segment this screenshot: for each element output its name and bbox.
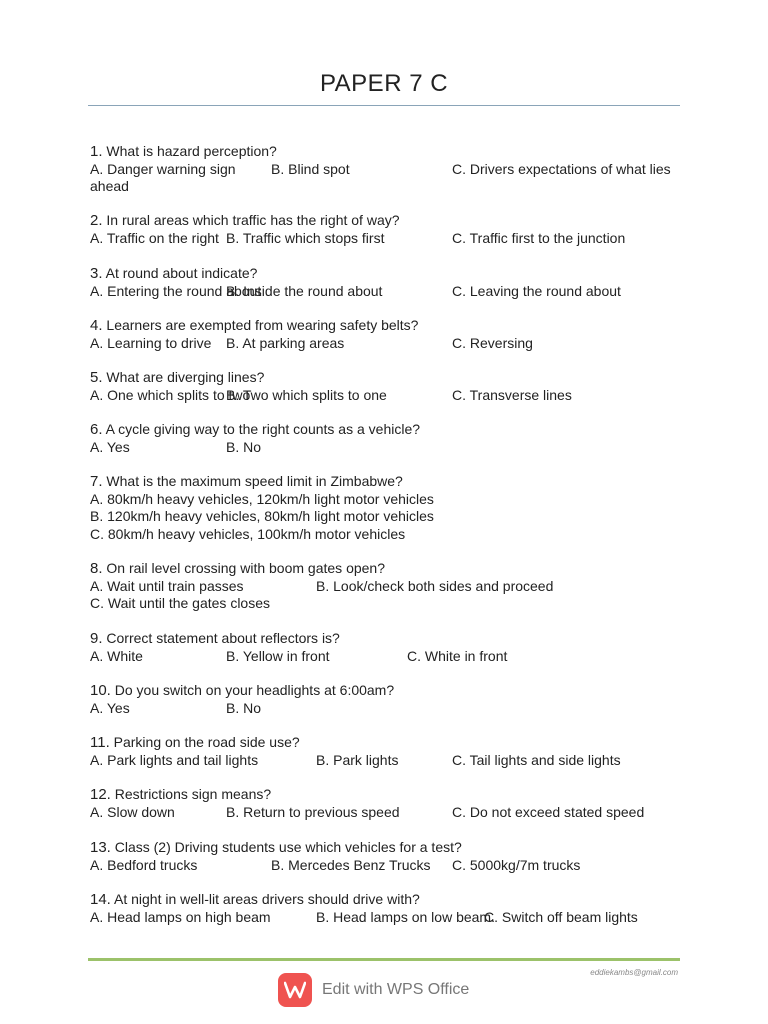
- option-b: B. At parking areas: [226, 334, 345, 351]
- option-a: A. White: [90, 647, 143, 664]
- question-8: [90, 560, 554, 613]
- question-7: [90, 473, 434, 543]
- option-a: A. 80km/h heavy vehicles, 120km/h light motor vehicles: [90, 490, 434, 507]
- option-a: A. Danger warning sign: [90, 160, 236, 177]
- question-2: [90, 212, 626, 247]
- question-text: What are diverging lines?: [102, 369, 265, 385]
- option-c: C. 5000kg/7m trucks: [452, 856, 581, 873]
- option-c: C. Wait until the gates closes: [90, 595, 271, 611]
- option-b: B. Park lights: [316, 751, 399, 768]
- wps-label: Edit with WPS Office: [322, 981, 470, 998]
- question-11: [90, 734, 621, 769]
- option-c: C. Tail lights and side lights: [452, 751, 621, 768]
- question-text: A cycle giving way to the right counts as a vehicle?: [102, 421, 421, 437]
- option-b: B. Two which splits to one: [226, 386, 387, 403]
- question-number: 8.: [90, 560, 103, 577]
- option-a: A. Head lamps on high beam: [90, 908, 271, 925]
- question-5: [90, 369, 572, 404]
- question-number: 14.: [90, 891, 111, 908]
- question-9: [90, 630, 508, 665]
- option-c: C. Do not exceed stated speed: [452, 803, 645, 820]
- option-b: B. No: [226, 699, 262, 716]
- question-number: 10.: [90, 682, 111, 699]
- question-text: At round about indicate?: [102, 265, 258, 281]
- question-text: On rail level crossing with boom gates open?: [102, 560, 385, 576]
- question-4: [90, 317, 533, 352]
- option-c-continued: ahead: [90, 178, 129, 194]
- option-a: A. Yes: [90, 438, 130, 455]
- question-1: [90, 143, 671, 196]
- option-b: B. Return to previous speed: [226, 803, 400, 820]
- option-c: C. Leaving the round about: [452, 282, 621, 299]
- option-b: B. 120km/h heavy vehicles, 80km/h light motor vehicles: [90, 508, 434, 524]
- option-b: B. Inside the round about: [226, 282, 383, 299]
- question-text: What is the maximum speed limit in Zimbabwe?: [102, 473, 403, 489]
- option-c: C. 80km/h heavy vehicles, 100km/h motor vehicles: [90, 525, 406, 542]
- question-text: What is hazard perception?: [102, 143, 277, 159]
- option-a: A. Yes: [90, 699, 130, 716]
- option-a: A. Entering the round about: [90, 282, 262, 299]
- question-6: [90, 421, 420, 456]
- wps-logo-icon: [278, 973, 312, 1007]
- edit-with-wps-button[interactable]: [278, 973, 469, 1007]
- option-a: A. Bedford trucks: [90, 856, 198, 873]
- question-text: Do you switch on your headlights at 6:00am?: [110, 682, 395, 698]
- option-a: A. Traffic on the right: [90, 229, 219, 246]
- question-number: 4.: [90, 317, 103, 334]
- title-divider: [88, 105, 680, 106]
- question-13: [90, 839, 581, 874]
- question-text: Parking on the road side use?: [109, 734, 300, 750]
- option-a: A. Park lights and tail lights: [90, 751, 259, 768]
- page-title: PAPER 7 C: [319, 70, 449, 97]
- footer-email: eddiekambs@gmail.com: [590, 968, 678, 977]
- question-number: 7.: [90, 473, 103, 490]
- question-number: 3.: [90, 265, 103, 282]
- question-text: At night in well-lit areas drivers should drive with?: [110, 891, 420, 907]
- question-text: Correct statement about reflectors is?: [102, 630, 340, 646]
- question-10: [90, 682, 394, 717]
- option-a: A. Slow down: [90, 803, 175, 820]
- question-number: 6.: [90, 421, 103, 438]
- option-a: A. Learning to drive: [90, 334, 212, 351]
- question-text: In rural areas which traffic has the right of way?: [102, 212, 400, 228]
- option-a: A. Wait until train passes: [90, 577, 244, 594]
- question-number: 13.: [90, 839, 111, 856]
- footer-divider: [88, 958, 680, 961]
- option-b: B. Yellow in front: [226, 647, 330, 664]
- option-b: B. Head lamps on low beam.: [316, 908, 495, 925]
- question-text: Learners are exempted from wearing safety belts?: [102, 317, 419, 333]
- option-c: C. Drivers expectations of what lies: [452, 160, 671, 177]
- question-number: 9.: [90, 630, 103, 647]
- question-number: 12.: [90, 786, 111, 803]
- question-number: 11.: [90, 734, 110, 751]
- question-number: 1.: [90, 143, 103, 160]
- option-c: C. White in front: [407, 647, 508, 664]
- option-c: C. Reversing: [452, 334, 533, 351]
- option-b: B. Traffic which stops first: [226, 229, 385, 246]
- question-number: 2.: [90, 212, 103, 229]
- question-3: [90, 265, 621, 300]
- question-text: Class (2) Driving students use which vehicles for a test?: [110, 839, 462, 855]
- question-12: [90, 786, 645, 821]
- option-c: C. Switch off beam lights: [484, 908, 638, 925]
- option-a: A. One which splits to two: [90, 386, 251, 403]
- option-b: B. Mercedes Benz Trucks: [271, 856, 431, 873]
- option-b: B. Blind spot: [271, 160, 350, 177]
- option-c: C. Traffic first to the junction: [452, 229, 626, 246]
- option-b: B. Look/check both sides and proceed: [316, 577, 554, 594]
- option-b: B. No: [226, 438, 262, 455]
- option-c: C. Transverse lines: [452, 386, 572, 403]
- question-14: [90, 891, 638, 926]
- question-text: Restrictions sign means?: [110, 786, 272, 802]
- question-number: 5.: [90, 369, 103, 386]
